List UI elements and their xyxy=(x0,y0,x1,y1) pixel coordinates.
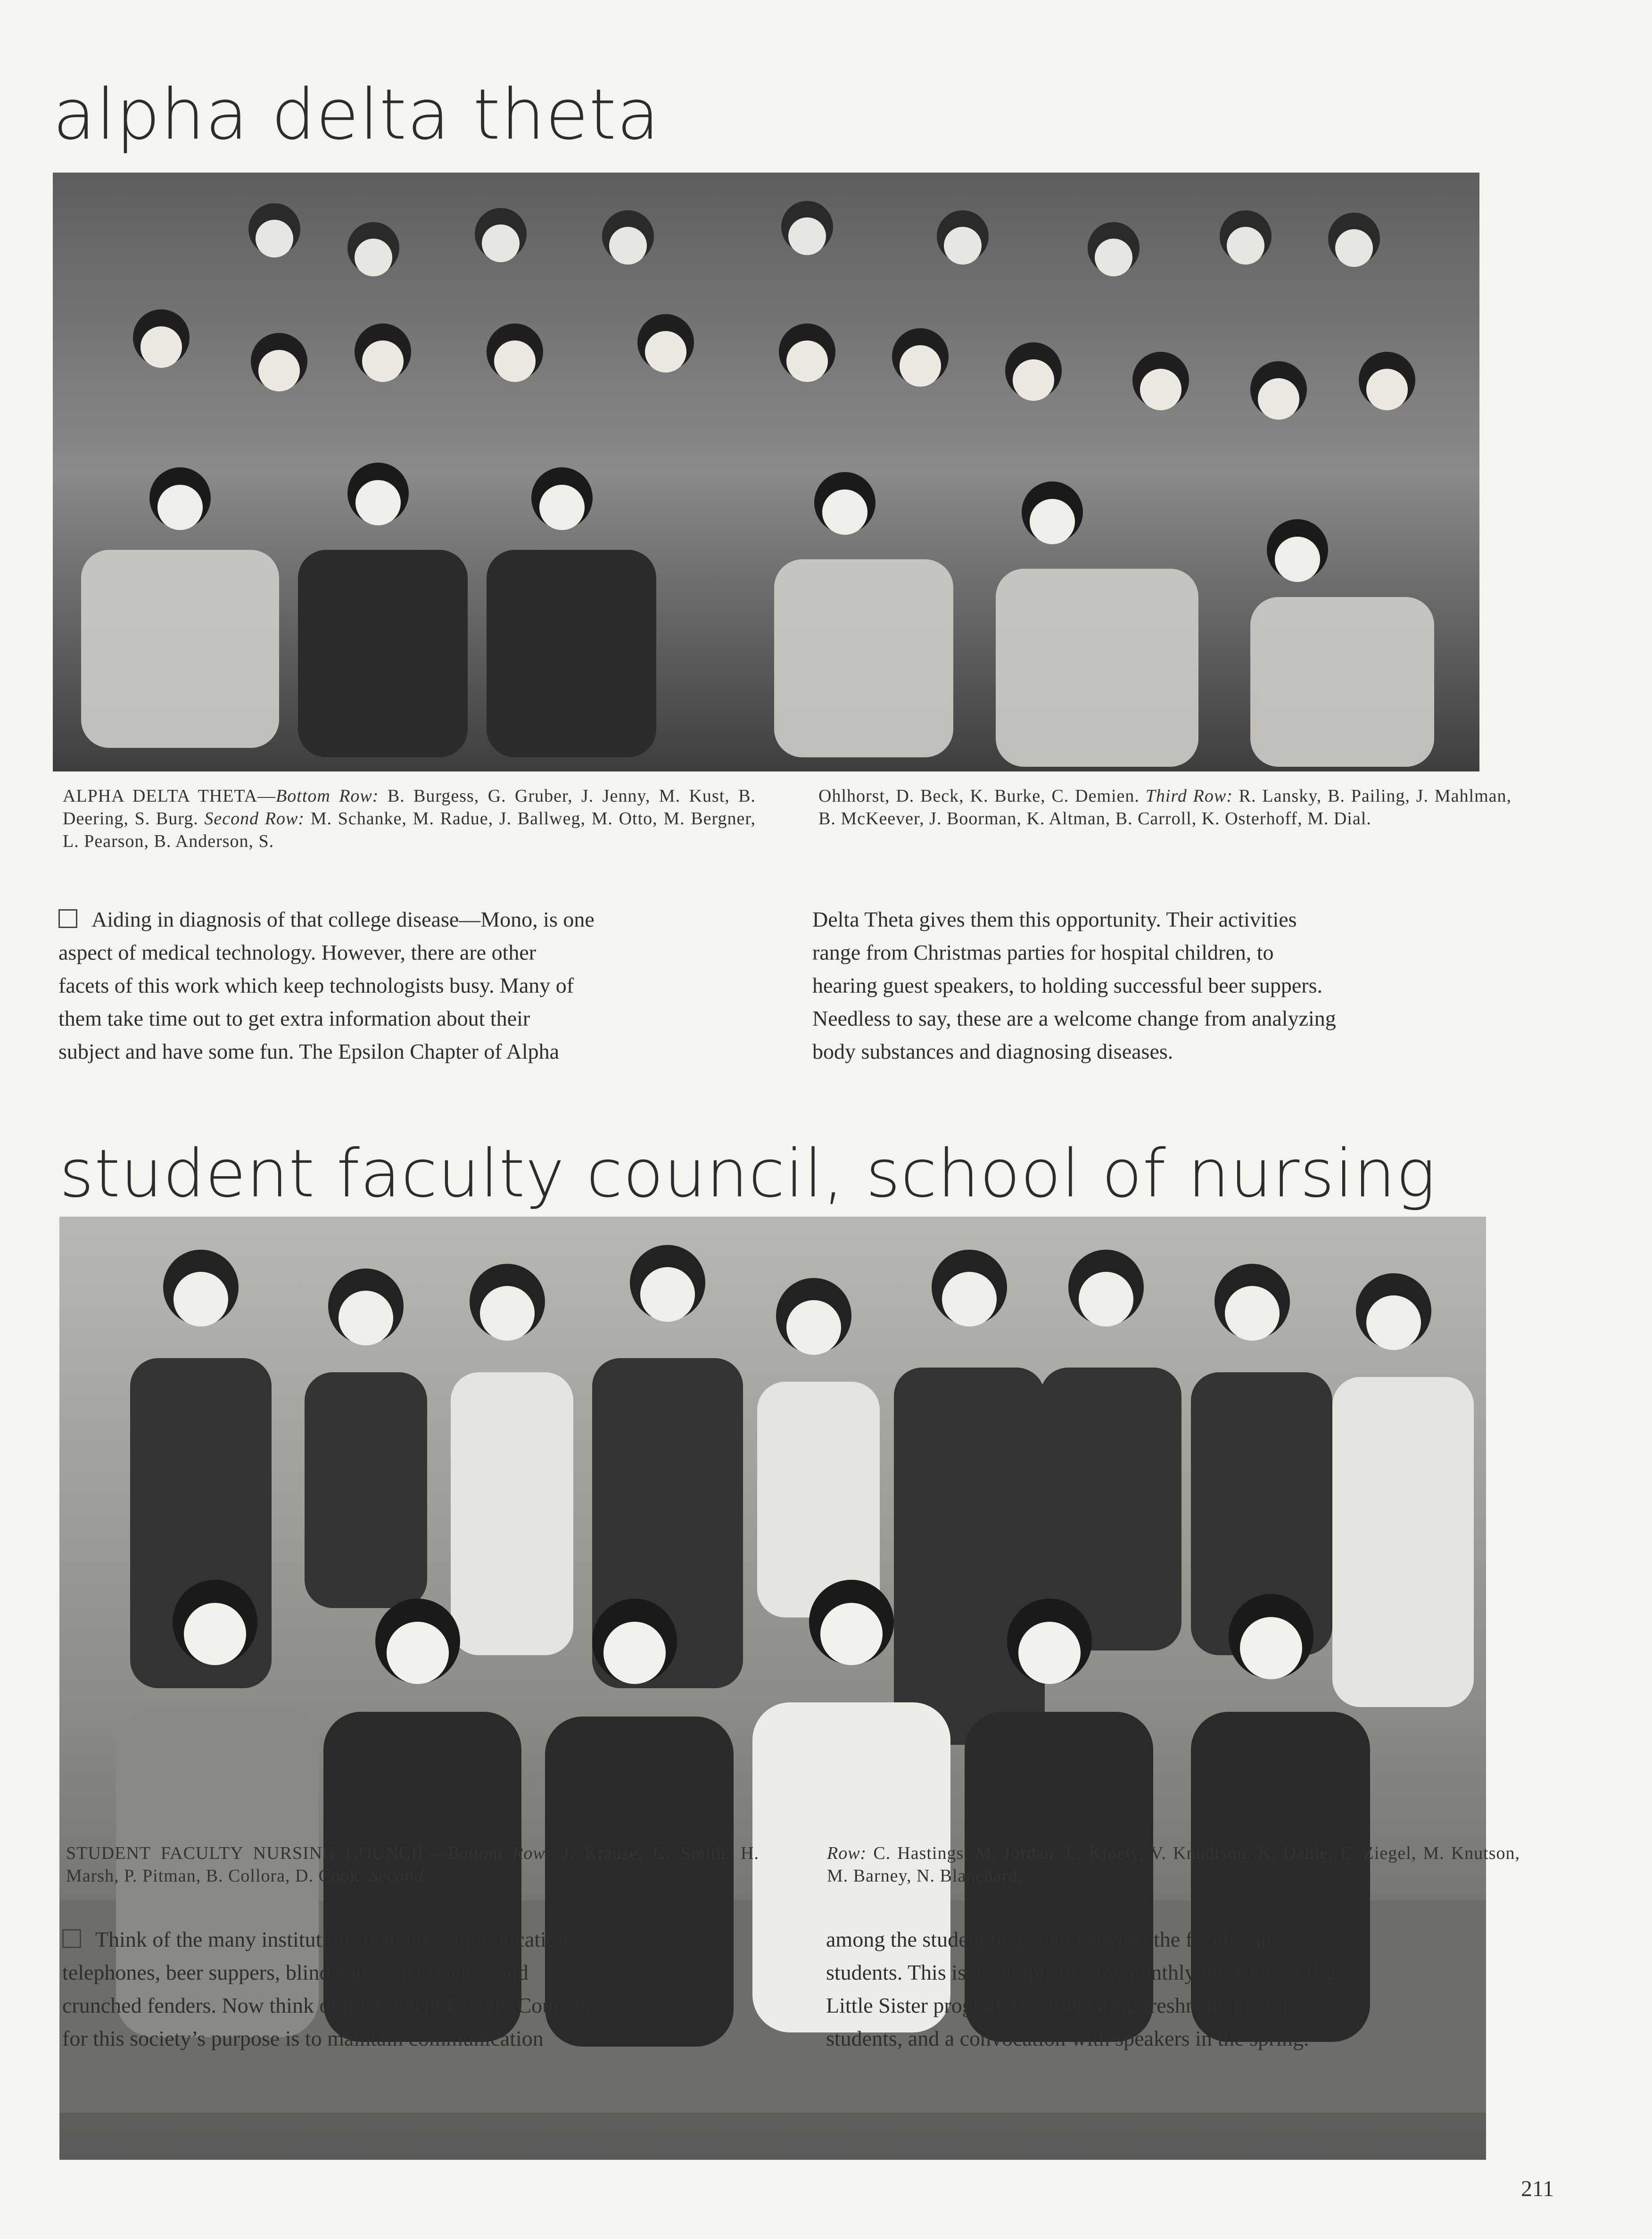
text-line: Delta Theta gives them this opportunity. Their activities xyxy=(812,907,1297,931)
caption-alpha-delta-theta-right xyxy=(818,785,1512,830)
caption-nursing-council-left xyxy=(66,1842,759,1887)
text-line: for this society’s purpose is to maintain communication xyxy=(62,2026,544,2050)
section2-heading: student faculty council, school of nursing xyxy=(59,1136,1436,1212)
text-line xyxy=(62,1923,591,1956)
caption-text: B. Burgess, G. Gruber, J. Jenny, M. Kust, B. Deering, S. Burg. xyxy=(63,786,756,829)
row-label: Row: xyxy=(827,1843,867,1863)
caption-text: ALPHA DELTA THETA— xyxy=(63,786,276,806)
caption-alpha-delta-theta-left xyxy=(63,785,756,853)
text-line: Needless to say, these are a welcome change from analyzing xyxy=(812,1006,1336,1030)
caption-text: Ohlhorst, D. Beck, K. Burke, C. Demien. xyxy=(818,786,1146,806)
row-label: Bottom Row: xyxy=(447,1843,552,1863)
text-line: Little Sister program for orientating freshman nursing xyxy=(826,1993,1294,2017)
text-line xyxy=(58,903,595,936)
section1-heading: alpha delta theta xyxy=(53,74,660,155)
checkbox-bullet-icon xyxy=(58,909,77,928)
text-line: them take time out to get extra information about their xyxy=(58,1006,530,1030)
text-line: students, and a convocation with speakers in the spring. xyxy=(826,2026,1309,2050)
row-label: Second xyxy=(369,1866,424,1886)
text-line: aspect of medical technology. However, there are other xyxy=(58,940,537,964)
caption-text: J. Krause, C. Smith, H. Marsh, P. Pitman, B. Collora, D. Cook. xyxy=(66,1843,759,1886)
text-line-content: Aiding in diagnosis of that college disease—Mono, is one xyxy=(91,907,595,931)
row-label: Second Row: xyxy=(204,809,305,829)
caption-text: C. Hastings, M. Jordan, L. Kloety, V. Knudtson, K. Dahle, E. Ziegel, M. Knutson, M. Barney, N. Blanchard. xyxy=(827,1843,1520,1886)
row-label: Third Row: xyxy=(1145,786,1233,806)
text-line: body substances and diagnosing diseases. xyxy=(812,1039,1173,1063)
body-text-nursing-council-left xyxy=(62,1923,591,2055)
page-number: 211 xyxy=(1521,2176,1554,2201)
text-line: facets of this work which keep technologists busy. Many of xyxy=(58,973,574,997)
text-line: telephones, beer suppers, blind dates, apartments, and xyxy=(62,1960,529,1984)
group-photo-alpha-delta-theta xyxy=(53,173,1479,771)
text-line: crunched fenders. Now think of the Student Faculty Council, xyxy=(62,1993,591,2017)
row-label: Bottom Row: xyxy=(276,786,379,806)
caption-nursing-council-right xyxy=(827,1842,1520,1887)
photo-placeholder-1 xyxy=(53,173,1479,771)
body-text-nursing-council-right xyxy=(826,1923,1344,2055)
body-text-alpha-delta-theta-right xyxy=(812,903,1336,1068)
checkbox-bullet-icon xyxy=(62,1929,81,1948)
text-line: students. This is accomplished by monthly meetings, a Big- xyxy=(826,1960,1344,1984)
text-line-content: Think of the many institutions that aid communication: xyxy=(95,1927,574,1951)
caption-text: STUDENT FACULTY NURSING COUNCIL— xyxy=(66,1843,447,1863)
text-line: among the student body and between the faculty and xyxy=(826,1927,1283,1951)
text-line: range from Christmas parties for hospital children, to xyxy=(812,940,1274,964)
text-line: subject and have some fun. The Epsilon Chapter of Alpha xyxy=(58,1039,560,1063)
caption-text: M. Schanke, M. Radue, J. Ballweg, M. Otto, M. Bergner, L. Pearson, B. Anderson, S. xyxy=(63,809,756,851)
body-text-alpha-delta-theta-left xyxy=(58,903,595,1068)
text-line: hearing guest speakers, to holding successful beer suppers. xyxy=(812,973,1322,997)
caption-text: R. Lansky, B. Pailing, J. Mahlman, B. McKeever, J. Boorman, K. Altman, B. Carroll, K. Osterhoff, M. Dial. xyxy=(818,786,1512,829)
